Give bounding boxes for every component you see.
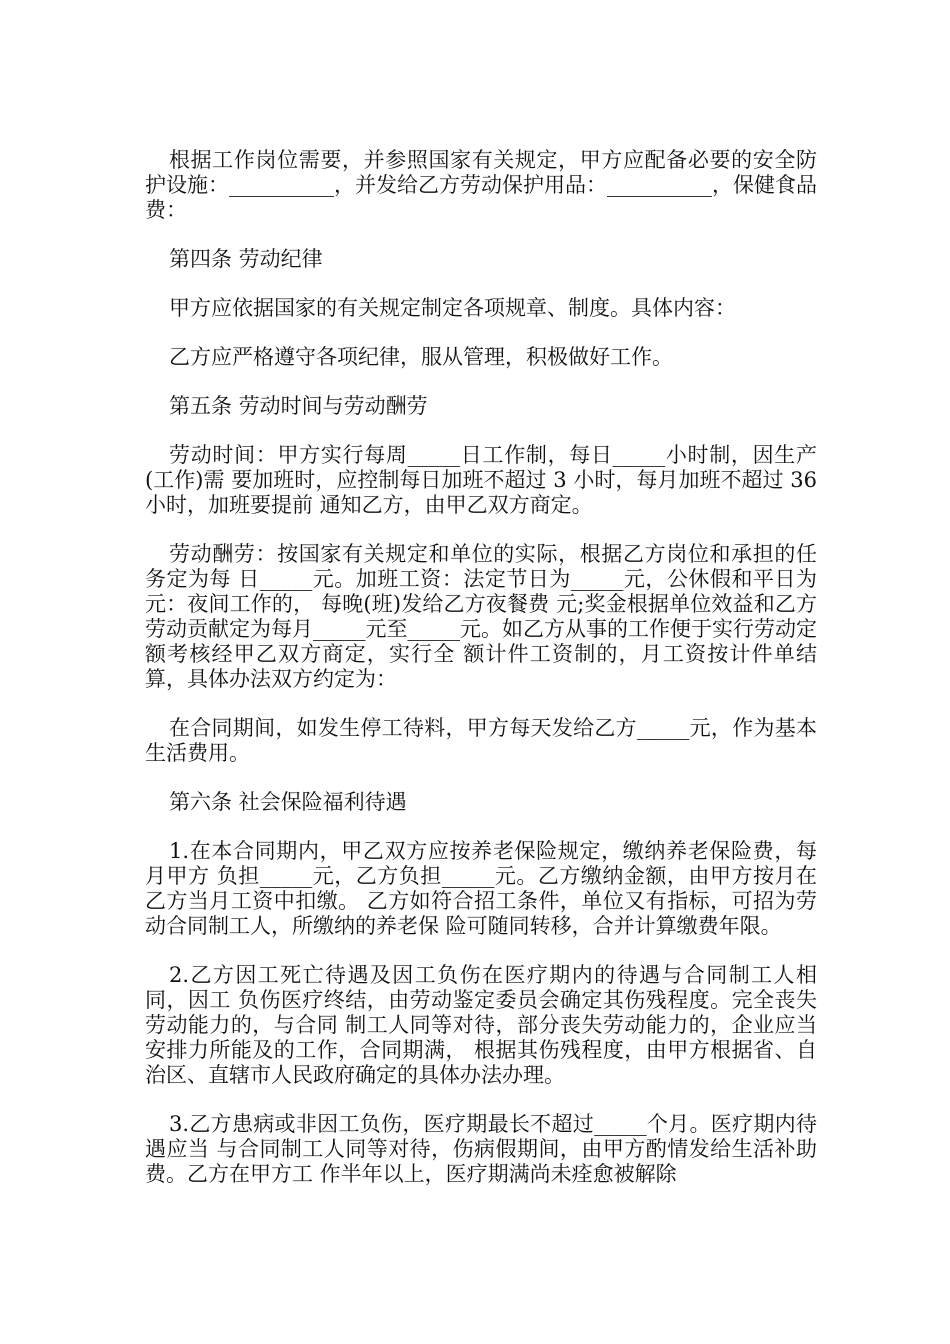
paragraph-rules: 甲方应依据国家的有关规定制定各项规章、制度。具体内容： <box>169 296 736 320</box>
paragraph-work-stoppage: 在合同期间，如发生停工待料，甲方每天发给乙方_____元，作为基本生活费用。 <box>145 716 817 765</box>
heading-article-5: 第五条 劳动时间与劳动酬劳 <box>169 394 428 418</box>
heading-article-6: 第六条 社会保险福利待遇 <box>169 790 407 814</box>
paragraph-illness: 3.乙方患病或非因工负伤，医疗期最长不超过_____个月。医疗期内待遇应当 与合同制工人同等对待，伤病假期间，由甲方酌情发给生活补助费。乙方在甲方工 作半年以上，医疗期满尚未痊愈被解除 <box>145 1112 817 1186</box>
paragraph-remuneration: 劳动酬劳：按国家有关规定和单位的实际，根据乙方岗位和承担的任务定为每 日_____元。加班工资：法定节日为_____元，公休假和平日为 元：夜间工作的， 每晚(班)发给乙方夜餐费 元;奖金根据单位效益和乙方劳动贡献定为每月_____元至_____元。如乙方从事的工作便于实行劳动定额考核经甲乙双方商定，实行全 额计件工资制的，月工资按计件单结算，具体办法双方约定为： <box>145 542 824 691</box>
heading-article-4: 第四条 劳动纪律 <box>169 247 323 271</box>
paragraph-safety-equipment: 根据工作岗位需要，并参照国家有关规定，甲方应配备必要的安全防护设施：__________，并发给乙方劳动保护用品：__________，保健食品费： <box>145 148 817 222</box>
paragraph-pension: 1.在本合同期内，甲乙双方应按养老保险规定，缴纳养老保险费，每月甲方 负担_____元，乙方负担_____元。乙方缴纳金额，由甲方按月在乙方当月工资中扣缴。 乙方如符合招工条件，单位又有指标，可招为劳动合同制工人，所缴纳的养老保 险可随同转移，合并计算缴费年限。 <box>145 839 817 938</box>
paragraph-working-time: 劳动时间：甲方实行每周_____日工作制，每日_____小时制，因生产(工作)需 要加班时，应控制每日加班不超过 3 小时，每月加班不超过 36 小时，加班要提前 通知乙方，由甲乙双方商定。 <box>145 443 824 517</box>
paragraph-work-injury: 2.乙方因工死亡待遇及因工负伤在医疗期内的待遇与合同制工人相同，因工 负伤医疗终结，由劳动鉴定委员会确定其伤残程度。完全丧失劳动能力的，与合同 制工人同等对待，部分丧失劳动能力的，企业应当安排力所能及的工作，合同期满， 根据其伤残程度，由甲方根据省、自治区、直辖市人民政府确定的具体办法办理。 <box>145 963 817 1087</box>
paragraph-discipline: 乙方应严格遵守各项纪律，服从管理，积极做好工作。 <box>169 345 673 369</box>
document-page <box>145 148 824 1211</box>
